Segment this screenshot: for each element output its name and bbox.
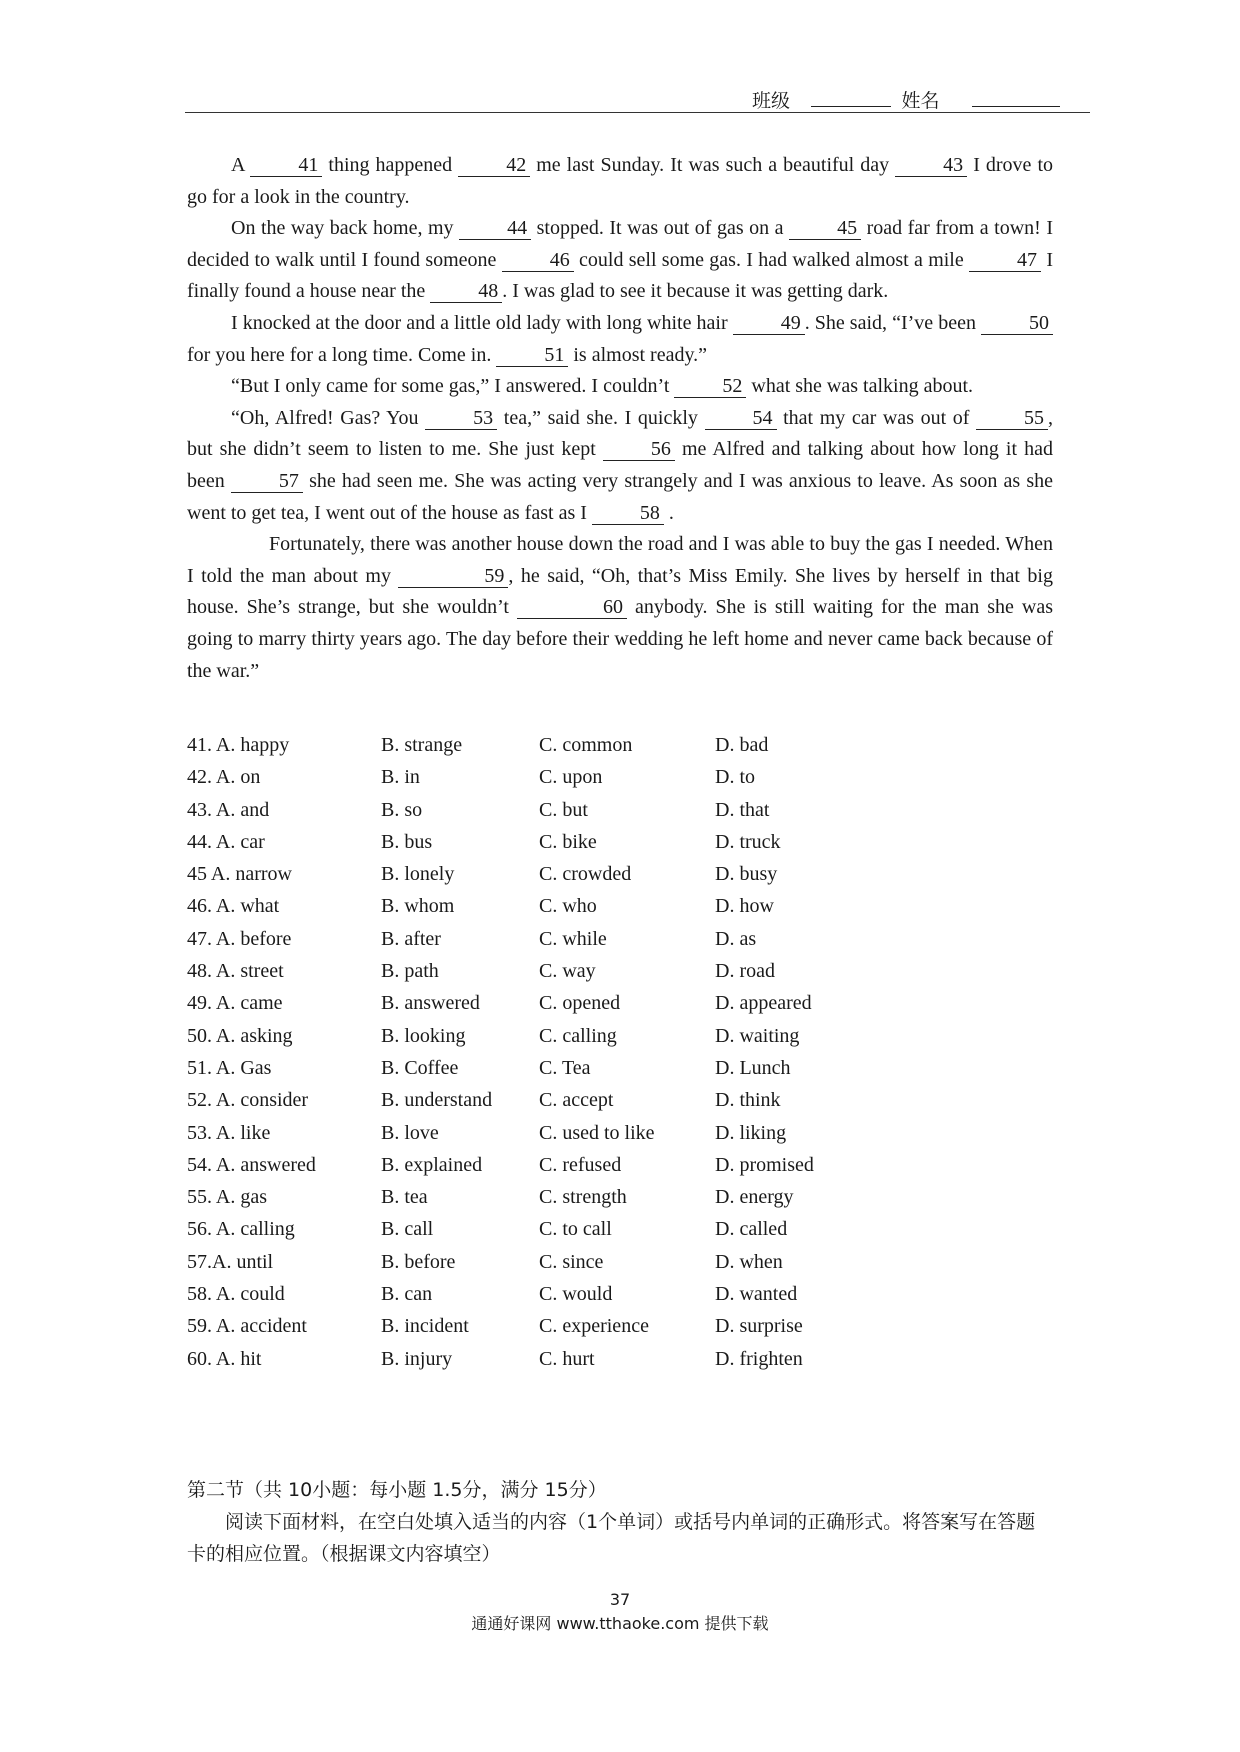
option-c[interactable]: C. opened (539, 992, 621, 1015)
option-d[interactable]: D. waiting (715, 1024, 800, 1047)
option-b[interactable]: B. looking (381, 1024, 466, 1047)
blank-49[interactable]: 49 (733, 312, 805, 335)
passage-text: , but she didn’t seem to listen to me. She just kept (187, 406, 1053, 461)
option-a[interactable]: 43. A. and (187, 798, 270, 821)
passage-paragraph (187, 150, 1053, 213)
cloze-passage (187, 150, 1053, 687)
option-d[interactable]: D. bad (715, 734, 769, 756)
blank-47[interactable]: 47 (969, 249, 1041, 272)
option-c[interactable]: C. strength (539, 1186, 627, 1209)
blank-54[interactable]: 54 (705, 407, 777, 430)
passage-paragraph (187, 213, 1053, 308)
passage-text: thing happened (322, 154, 459, 176)
option-a[interactable]: 46. A. what (187, 895, 280, 918)
passage-text: “Oh, Alfred! Gas? You (231, 406, 426, 429)
section-two-title: 第二节（共 10小题：每小题 1.5分，满分 15分） (187, 1479, 607, 1501)
blank-59[interactable]: 59 (398, 565, 508, 588)
option-c[interactable]: C. upon (539, 766, 603, 789)
option-c[interactable]: C. calling (539, 1024, 617, 1047)
option-a[interactable]: 49. A. came (187, 992, 283, 1015)
option-c[interactable]: C. way (539, 960, 596, 983)
option-d[interactable]: D. energy (715, 1186, 794, 1209)
passage-paragraph (187, 371, 1053, 403)
option-a[interactable]: 41. A. happy (187, 734, 290, 756)
option-c[interactable]: C. experience (539, 1315, 649, 1338)
option-c[interactable]: C. who (539, 895, 597, 918)
option-b[interactable]: B. incident (381, 1315, 469, 1338)
blank-43[interactable]: 43 (895, 154, 967, 177)
option-c[interactable]: C. would (539, 1283, 613, 1306)
passage-text: anybody. She is still waiting for the man she was going to marry thirty years ago. The day before their wedding he left home and never came back because of the war.” (187, 596, 1053, 682)
option-b[interactable]: B. so (381, 798, 423, 821)
passage-text: I knocked at the door and a little old lady with long white hair (231, 311, 733, 334)
passage-text: I finally found a house near the (187, 248, 1053, 303)
option-d[interactable]: D. busy (715, 863, 778, 886)
name-label: 姓名 (901, 91, 940, 112)
option-a[interactable]: 45 A. narrow (187, 863, 292, 886)
option-d[interactable]: D. called (715, 1218, 788, 1241)
page-footer (0, 1588, 1240, 1636)
option-c[interactable]: C. refused (539, 1153, 622, 1176)
passage-text: me Alfred and talking about how long it had been (187, 438, 1053, 492)
blank-57[interactable]: 57 (231, 470, 303, 493)
passage-text: A (231, 154, 251, 176)
passage-text: stopped. It was out of gas on a (531, 217, 790, 240)
blank-51[interactable]: 51 (496, 344, 568, 367)
option-d[interactable]: D. road (715, 960, 775, 983)
option-a[interactable]: 48. A. street (187, 960, 284, 983)
class-blank[interactable] (811, 90, 891, 107)
passage-text: , he said, “Oh, that’s Miss Emily. She lives by herself in that big house. She’s strange, but she wouldn’t (187, 564, 1053, 619)
option-b[interactable]: B. answered (381, 992, 480, 1015)
option-b[interactable]: B. in (381, 766, 420, 789)
option-c[interactable]: C. while (539, 927, 607, 950)
page-number: 37 (609, 1590, 631, 1609)
passage-text: tea,” said she. I quickly (497, 406, 705, 429)
option-b[interactable]: B. bus (381, 830, 433, 853)
blank-53[interactable]: 53 (425, 407, 497, 430)
option-b[interactable]: B. can (381, 1283, 433, 1306)
option-a[interactable]: 56. A. calling (187, 1218, 295, 1241)
passage-text: she had seen me. She was acting very strangely and I was anxious to leave. As soon as she went to get tea, I went out of the house as fast as I (187, 469, 1054, 524)
passage-text: road far from a town! I decided to walk until I found someone (187, 217, 1053, 271)
class-label: 班级 (752, 91, 791, 112)
passage-paragraph (187, 308, 1053, 371)
option-d[interactable]: D. when (715, 1250, 783, 1273)
passage-text: for you here for a long time. Come in. (187, 343, 497, 366)
passage-text: . I was glad to see it because it was getting dark. (502, 280, 889, 303)
option-b[interactable]: B. injury (381, 1347, 453, 1370)
option-d[interactable]: D. Lunch (715, 1056, 791, 1079)
passage-text: I drove to go for a look in the country. (187, 154, 1053, 208)
option-b[interactable]: B. lonely (381, 863, 455, 886)
option-b[interactable]: B. strange (381, 734, 463, 756)
option-b[interactable]: B. understand (381, 1089, 493, 1112)
option-a[interactable]: 60. A. hit (187, 1347, 262, 1370)
option-b[interactable]: B. whom (381, 895, 455, 918)
student-info-header (752, 86, 1060, 113)
option-d[interactable]: D. to (715, 766, 755, 789)
option-c[interactable]: C. bike (539, 830, 597, 853)
option-b[interactable]: B. before (381, 1250, 456, 1273)
option-b[interactable]: B. tea (381, 1186, 428, 1209)
blank-44[interactable]: 44 (459, 217, 531, 240)
passage-text: me last Sunday. It was such a beautiful day (530, 154, 896, 176)
option-a[interactable]: 53. A. like (187, 1121, 271, 1144)
blank-42[interactable]: 42 (458, 154, 530, 177)
option-c[interactable]: C. crowded (539, 863, 632, 886)
option-a[interactable]: 59. A. accident (187, 1315, 307, 1338)
passage-paragraph (187, 403, 1053, 529)
blank-45[interactable]: 45 (789, 217, 861, 240)
passage-text: what she was talking about. (746, 375, 974, 398)
option-d[interactable]: D. think (715, 1089, 781, 1112)
option-c[interactable]: C. common (539, 734, 633, 756)
section-two-instructions: 阅读下面材料，在空白处填入适当的内容（1个单词）或括号内单词的正确形式。将答案写在答题卡的相应位置。（根据课文内容填空） (187, 1511, 1036, 1565)
blank-50[interactable]: 50 (981, 312, 1053, 335)
option-d[interactable]: D. that (715, 798, 770, 821)
name-blank[interactable] (972, 90, 1060, 107)
option-c[interactable]: C. to call (539, 1218, 612, 1241)
option-d[interactable]: D. truck (715, 830, 781, 853)
option-a[interactable]: 50. A. asking (187, 1024, 293, 1047)
blank-58[interactable]: 58 (592, 502, 664, 525)
option-c[interactable]: C. accept (539, 1089, 614, 1112)
option-a[interactable]: 54. A. answered (187, 1153, 316, 1176)
passage-text: . (663, 501, 674, 524)
passage-paragraph (187, 529, 1053, 687)
blank-52[interactable]: 52 (674, 375, 746, 398)
option-c[interactable]: C. used to like (539, 1121, 655, 1144)
passage-text: that my car was out of (776, 406, 976, 429)
passage-text: “But I only came for some gas,” I answered. I couldn’t (231, 375, 675, 398)
option-d[interactable]: D. as (715, 927, 757, 950)
passage-text: Fortunately, there was another house down the road and I was able to buy the gas I needed. When I told the man about my (187, 533, 1053, 587)
passage-text: . She said, “I’ve been (804, 311, 981, 334)
option-c[interactable]: C. but (539, 798, 588, 821)
option-a[interactable]: 57.A. until (187, 1250, 274, 1273)
footer-source: 通通好课网 www.tthaoke.com 提供下载 (471, 1614, 769, 1633)
option-c[interactable]: C. since (539, 1250, 604, 1273)
option-a[interactable]: 47. A. before (187, 927, 292, 950)
blank-46[interactable]: 46 (502, 249, 574, 272)
option-a[interactable]: 55. A. gas (187, 1186, 267, 1209)
option-c[interactable]: C. Tea (539, 1056, 591, 1079)
option-d[interactable]: D. surprise (715, 1315, 803, 1338)
option-a[interactable]: 51. A. Gas (187, 1056, 272, 1079)
option-b[interactable]: B. after (381, 927, 441, 950)
option-a[interactable]: 58. A. could (187, 1283, 285, 1306)
blank-60[interactable]: 60 (517, 596, 627, 619)
option-b[interactable]: B. call (381, 1218, 434, 1241)
option-d[interactable]: D. liking (715, 1121, 787, 1144)
passage-text: On the way back home, my (231, 217, 460, 240)
section-two (187, 1474, 1053, 1570)
passage-text: could sell some gas. I had walked almost a mile (573, 248, 970, 271)
blank-55[interactable]: 55 (976, 407, 1048, 430)
option-c[interactable]: C. hurt (539, 1347, 595, 1370)
blank-56[interactable]: 56 (603, 438, 675, 461)
option-d[interactable]: D. how (715, 895, 774, 918)
passage-text: is almost ready.” (568, 343, 708, 366)
option-a[interactable]: 52. A. consider (187, 1089, 309, 1112)
blank-41[interactable]: 41 (250, 154, 322, 177)
option-b[interactable]: B. Coffee (381, 1056, 459, 1079)
option-d[interactable]: D. promised (715, 1153, 814, 1176)
option-b[interactable]: B. path (381, 960, 439, 983)
blank-48[interactable]: 48 (430, 280, 502, 303)
option-d[interactable]: D. appeared (715, 992, 812, 1015)
option-d[interactable]: D. frighten (715, 1347, 803, 1370)
option-b[interactable]: B. love (381, 1121, 439, 1144)
option-d[interactable]: D. wanted (715, 1283, 798, 1306)
option-b[interactable]: B. explained (381, 1153, 483, 1176)
option-a[interactable]: 44. A. car (187, 830, 265, 853)
header-rule (185, 112, 1090, 113)
option-a[interactable]: 42. A. on (187, 766, 261, 789)
